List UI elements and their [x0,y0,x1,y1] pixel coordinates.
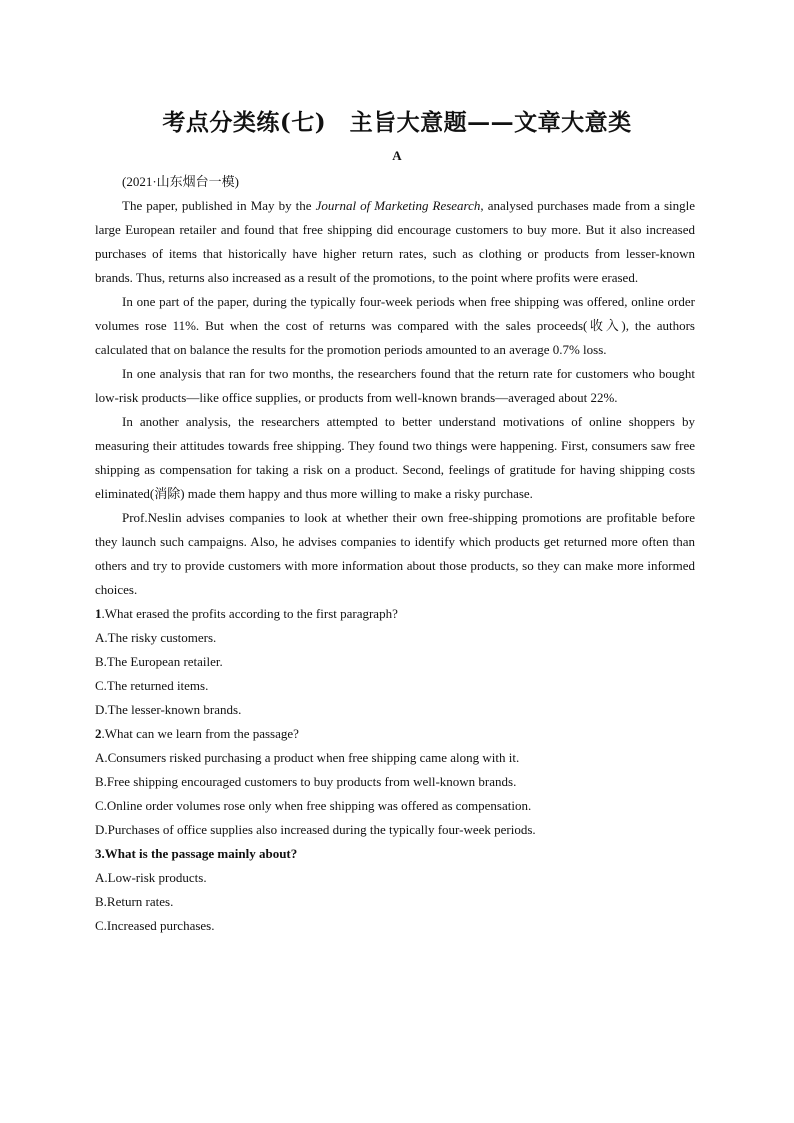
option-b: B.Free shipping encouraged customers to buy products from well-known brands. [95,774,517,789]
source-note: (2021·山东烟台一模) [122,174,239,189]
paragraph-4: In another analysis, the researchers attempted to better understand motivations of online shoppers by measuring their attitudes towards free shipping. They found two things were happening. First, consumers saw free shipping as compensation for taking a risk on a product. Second, feelings of gratitude for having shipping costs eliminated(消除) made them happy and thus more willing to make a risky purchase. [95,414,695,501]
paragraph-1-text-end: , analysed purchases made from a single large European retailer and found that free shipping did encourage customers to buy more. But it also increased purchases of items that historically have higher return rates, such as clothing or products from lesser-known brands. Thus, returns also increased as a result of the promotions, to the point where profits were erased. [95,198,696,285]
question-stem [95,842,695,866]
option-b: B.Return rates. [95,894,174,909]
question-number: 3 [95,846,102,861]
option-c: C.Increased purchases. [95,918,215,933]
option-c: C.Online order volumes rose only when free shipping was offered as compensation. [95,798,532,813]
question-number: 2 [95,726,102,741]
question-1 [95,602,695,722]
paragraph-2: In one part of the paper, during the typically four-week periods when free shipping was offered, online order volumes rose 11%. But when the cost of returns was compared with the sales proceeds(收入), the authors calculated that on balance the results for the promotion periods amounted to an average 0.7% loss. [95,294,695,357]
option-a: A.Low-risk products. [95,870,207,885]
paragraph-3: In one analysis that ran for two months, the researchers found that the return rate for customers who bought low-risk products—like office supplies, or products from well-known brands—averaged about 22%. [95,366,695,405]
question-2 [95,722,695,842]
option-a: A.The risky customers. [95,630,217,645]
section-letter: A [392,148,402,163]
paragraph-1-text-start: The paper, published in May by the [122,198,316,213]
paragraph-5: Prof.Neslin advises companies to look at whether their own free-shipping promotions are profitable before they launch such campaigns. Also, he advises companies to identify which products get returned more often than others and try to provide customers with more information about those products, so they can make more informed choices. [95,510,695,597]
question-text: .What is the passage mainly about? [101,846,298,861]
question-stem [95,722,695,746]
option-c: C.The returned items. [95,678,209,693]
paragraph-1 [95,194,695,290]
question-3 [95,842,695,938]
passage-body [95,170,695,938]
page-title: 考点分类练(七) 主旨大意题——文章大意类 [162,109,632,136]
journal-name: Journal of Marketing Research [315,198,481,213]
question-stem [95,602,695,626]
question-text: .What can we learn from the passage? [101,726,299,741]
question-text: .What erased the profits according to the first paragraph? [101,606,398,621]
option-d: D.The lesser-known brands. [95,702,242,717]
option-d: D.Purchases of office supplies also increased during the typically four-week periods. [95,822,536,837]
option-a: A.Consumers risked purchasing a product when free shipping came along with it. [95,750,520,765]
option-b: B.The European retailer. [95,654,223,669]
question-number: 1 [95,606,102,621]
